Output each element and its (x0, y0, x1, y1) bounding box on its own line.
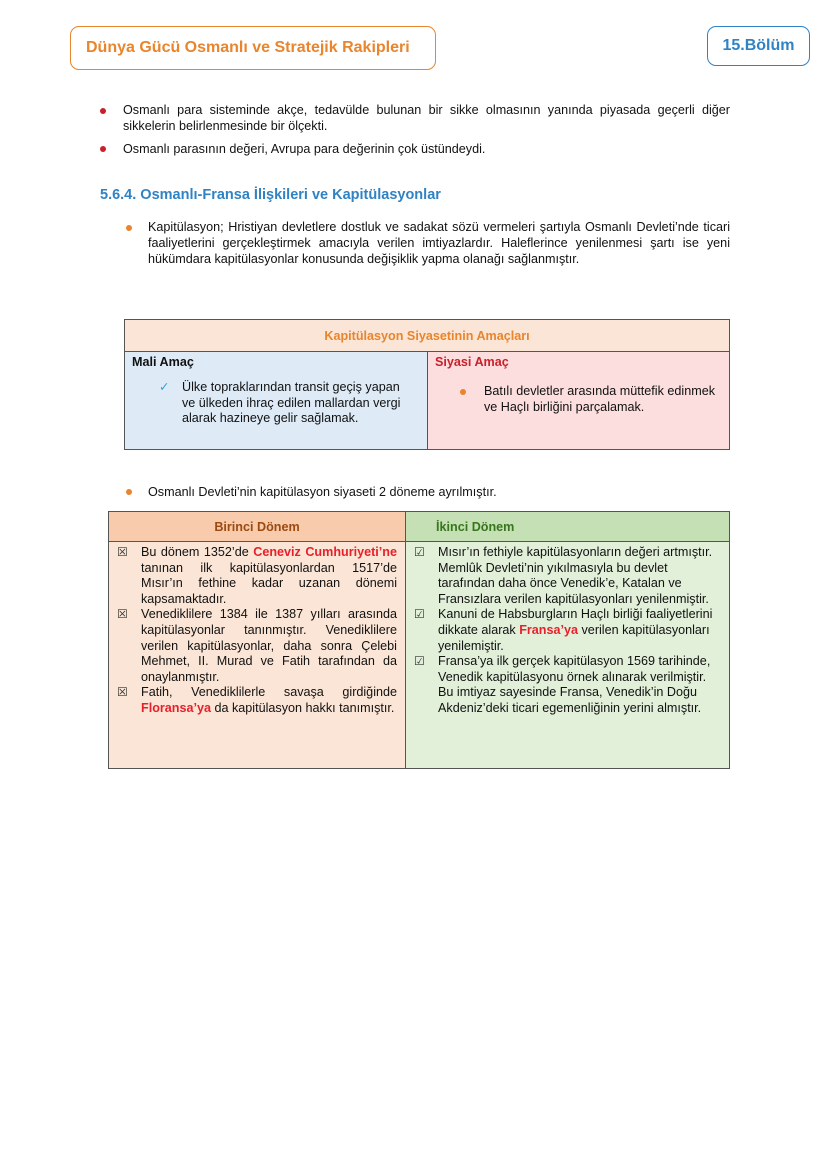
intro-bullet-1: Osmanlı para sisteminde akçe, tedavülde bulunan bir sikke olmasının yanında piyasada geçerli diğer sikkelerin belirlenmesinde bir ölçekti. (123, 103, 730, 133)
mali-amac-cell (125, 352, 428, 450)
checkbox-x-icon: ☒ (117, 545, 128, 559)
checkbox-checked-icon: ☑ (414, 607, 425, 622)
bullet-dot (126, 225, 132, 231)
bullet-dot (460, 389, 466, 395)
siyasi-amac-heading: Siyasi Amaç (435, 355, 509, 369)
bullet-dot (100, 108, 106, 114)
chapter-badge: 15.Bölüm (707, 26, 810, 66)
second-period-item-3: ☑ Fransa’ya ilk gerçek kapitülasyon 1569 tarihinde, Venedik kapitülasyonu örnek alınarak verilmiştir. Bu imtiyaz sayesinde Fransa, Venedik’in Doğu Akdeniz’deki ticari egemenliğinin yerini almıştır. (414, 654, 711, 715)
siyasi-amac-item (460, 384, 721, 415)
periods-bullet: Osmanlı Devleti’nin kapitülasyon siyaseti 2 döneme ayrılmıştır. (148, 485, 497, 499)
intro-bullet-2: Osmanlı parasının değeri, Avrupa para değerinin çok üstündeydi. (123, 142, 486, 156)
second-period-heading: İkinci Dönem (406, 512, 730, 542)
first-period-item-3: ☒ Fatih, Venediklilerle savaşa girdiğinde Floransa’ya da kapitülasyon hakkı tanımıştır. (117, 685, 397, 715)
first-period-item-1: ☒ Bu dönem 1352’de Ceneviz Cumhuriyeti’ne tanınan ilk kapitülasyonlardan 1517’de Mısır’ın fethine kadar uzanan dönemi kapsamaktadır. (117, 545, 397, 606)
bullet-dot (100, 146, 106, 152)
checkbox-checked-icon: ☑ (414, 545, 425, 559)
first-period-heading: Birinci Dönem (109, 512, 406, 542)
bullet-dot (126, 489, 132, 495)
second-period-item-2: ☑ Kanuni de Habsburgların Haçlı birliği faaliyetlerini dikkate alarak Fransa’ya verilen kapitülasyonları yenilemiştir. (414, 607, 713, 653)
periods-table (108, 511, 730, 769)
second-period-item-1: ☑ Mısır’ın fethiyle kapitülasyonların değeri artmıştır. Memlûk Devleti’nin yıkılmasıyla bu devlet tarafından daha önce Venedik’e, Katalan ve Fransızlara verilen kapitülasyonları yenilenmiştir. (414, 545, 713, 606)
document-title: Dünya Gücü Osmanlı ve Stratejik Rakipleri (70, 26, 436, 70)
checkbox-checked-icon: ☑ (414, 654, 425, 669)
mali-amac-heading: Mali Amaç (132, 355, 194, 369)
aims-table-caption: Kapitülasyon Siyasetinin Amaçları (125, 320, 730, 352)
checkbox-x-icon: ☒ (117, 607, 128, 622)
aims-table (124, 319, 730, 450)
capitulation-definition: Kapitülasyon; Hristiyan devletlere dostluk ve sadakat sözü vermeleri şartıyla Osmanlı Devleti’nde ticari faaliyetlerini gerçekleştirmek amacıyla verilen imtiyazlardır. Haleflerince yenilenmesi şartı ise yeni hükümdara kapitülasyonlar konusunda değişiklik yapma olanağı sağlanmıştır. (148, 220, 730, 266)
siyasi-amac-text: Batılı devletler arasında müttefik edinmek ve Haçlı birliğini parçalamak. (484, 384, 715, 414)
checkmark-icon: ✓ (159, 380, 170, 394)
mali-amac-text: Ülke topraklarından transit geçiş yapan ve ülkeden ihraç edilen mallardan vergi alarak hazineye gelir sağlamak. (182, 380, 401, 426)
section-heading: 5.6.4. Osmanlı-Fransa İlişkileri ve Kapitülasyonlar (100, 187, 441, 203)
checkbox-x-icon: ☒ (117, 685, 128, 700)
first-period-item-2: ☒ Venediklilere 1384 ile 1387 yılları arasında kapitülasyonlar tanınmıştır. Venediklilere verilen kapitülasyonlar, daha sonra Çelebi Mehmet, II. Murad ve Fatih tarafından da onaylanmıştır. (117, 607, 397, 684)
mali-amac-item (159, 380, 411, 427)
second-period-cell (406, 542, 730, 769)
siyasi-amac-cell (428, 352, 730, 450)
first-period-cell (109, 542, 406, 769)
